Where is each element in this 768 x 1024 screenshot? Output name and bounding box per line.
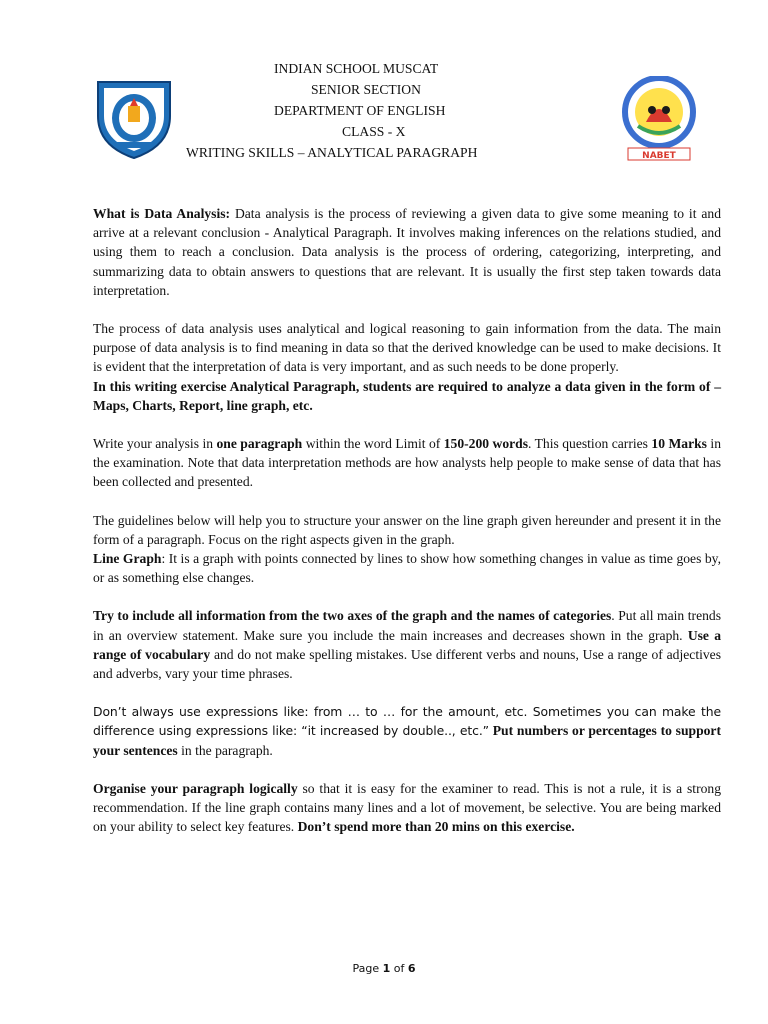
paragraph-organise: Organise your paragraph logically so that it is easy for the examiner to read. This is not a rule, it is a strong recommendation. If the line graph contains many lines and a lot of movement, be selective. You are being marked on your ability to select key features. Don’t spend more than 20 mins on this exercise. [93, 780, 721, 835]
nabet-quality-logo [618, 76, 700, 162]
paragraph-process: The process of data analysis uses analytical and logical reasoning to gain information from the data. The main purpose of data analysis is to find meaning in data so that the derived knowledge can be used to make decisions. It is evident that the interpretation of data is very important, and as such needs to be done properly. In this writing exercise Analytical Paragraph, students are required to analyze a data given in the form of – Maps, Charts, Report, line graph, etc. [93, 321, 721, 413]
page-footer: Page 1 of 6 [352, 962, 416, 975]
department-name: DEPARTMENT OF ENGLISH [274, 103, 446, 118]
paragraph-lead: What is Data Analysis: [93, 206, 231, 221]
paragraph-emphasis: In this writing exercise Analytical Paragraph, students are required to analyze a data given in the form of – Maps, Charts, Report, line graph, etc. [93, 378, 721, 413]
paragraph-word-limit: Write your analysis in one paragraph within the word Limit of 150-200 words. This question carries 10 Marks in the examination. Note that data interpretation methods are how analysts help people to make sense of data that has been collected and presented. [93, 436, 721, 490]
class-name: CLASS - X [342, 124, 406, 139]
document-title: WRITING SKILLS – ANALYTICAL PARAGRAPH [186, 145, 478, 160]
paragraph-guidelines: The guidelines below will help you to structure your answer on the line graph given hereunder and present it in the form of a paragraph. Focus on the right aspects given in the graph. Line Graph: It is a graph with points connected by lines to show how something changes in value as time goes by, or as something else changes. [93, 512, 721, 586]
line-graph-term: Line Graph [93, 551, 162, 567]
paragraph-include-information: Try to include all information from the two axes of the graph and the names of categories. Put all main trends in an overview statement. Make sure you include the main increases and decreases shown in the graph. Use a range of vocabulary and do not make spelling mistakes. Use different verbs and nouns, Use a range of adjectives and adverbs, vary your time phrases. [93, 608, 722, 682]
svg-text:NABET: NABET [642, 151, 676, 161]
total-pages: 6 [407, 962, 416, 975]
school-name: INDIAN SCHOOL MUSCAT [274, 61, 439, 76]
current-page-number: 1 [382, 962, 391, 975]
school-crest-logo [88, 76, 180, 160]
section-name: SENIOR SECTION [311, 82, 421, 97]
document-body [93, 204, 721, 836]
paragraph-expressions: Don’t always use expressions like: from … to … for the amount, etc. Sometimes you can make the difference using expressions like: “it increased by double.., etc.” Put numbers or percentages to support your sentences in the paragraph. [93, 704, 721, 758]
paragraph-what-is-data-analysis: What is Data Analysis: Data analysis is the process of reviewing a given data to give some meaning to it and arrive at a relevant conclusion - Analytical Paragraph. It involves making inferences on the relations studied, and using them to reach a conclusion. Data analysis is the process of ordering, categorizing, interpreting, and summarizing data to obtain answers to questions that are relevant. It is usually the first step taken towards data interpretation. [93, 206, 721, 298]
